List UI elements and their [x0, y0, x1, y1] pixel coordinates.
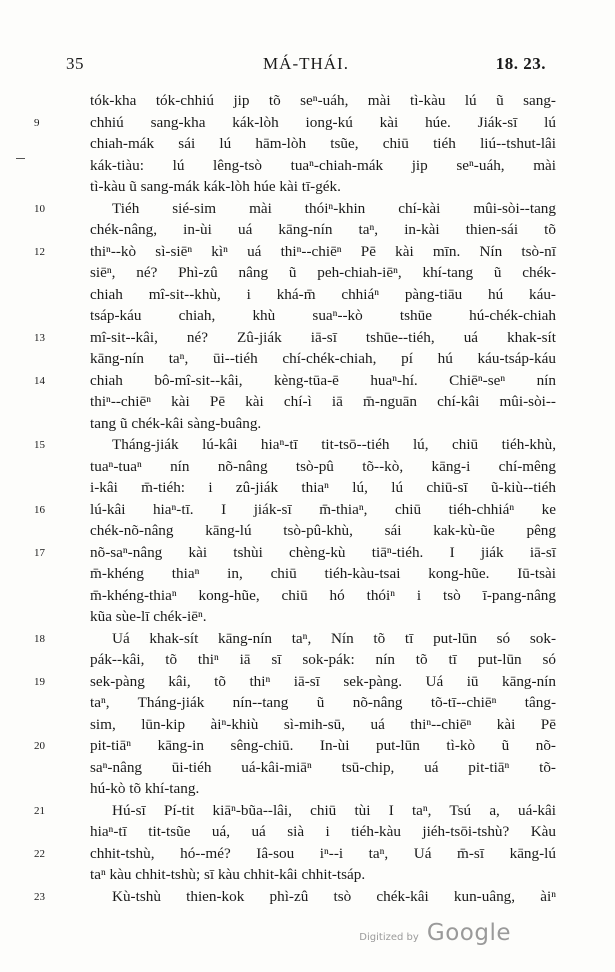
- text-line: [56, 649, 556, 671]
- line-text: i-kâi m̄-tiéh: i zû-jiák thiaⁿ lú, lú chiū-sī ũ-kiù--tiéh: [90, 479, 556, 496]
- text-line: [56, 90, 556, 112]
- line-text: chék-nõ-nâng kāng-lú tsò-pû-khù, sái kak-kù-ũe pêng: [90, 522, 556, 539]
- text-line: [56, 757, 556, 779]
- line-text: nõ-saⁿ-nâng kài tshùi chèng-kù tiāⁿ-tiéh. I jiák iā-sī: [90, 543, 556, 561]
- line-text: saⁿ-nâng ūi-tiéh uá-kâi-miāⁿ tsū-chip, uá pit-tiāⁿ tõ-: [90, 758, 556, 776]
- text-line: [56, 821, 556, 843]
- line-text: tsáp-káu chiah, khù suaⁿ--kò tshūe hú-chék-chiah: [90, 307, 556, 324]
- text-line: [34, 843, 556, 865]
- verse-number: 20: [34, 740, 45, 752]
- running-header: [66, 54, 546, 78]
- line-text: Kù-tshù thien-kok phì-zû tsò chék-kâi kun-uâng, àiⁿ: [112, 887, 556, 905]
- verse-number: 17: [34, 546, 45, 559]
- line-text: pák--kâi, tõ thiⁿ iā sī sok-pák: nín tõ tī put-lūn só: [90, 651, 556, 668]
- text-line: [56, 456, 556, 478]
- line-text: hú-kò tõ khí-tang.: [90, 780, 200, 797]
- line-text: Tiéh sié-sim mài thóiⁿ-khin chí-kài mûi-sòi--tang: [112, 199, 556, 217]
- text-line: [34, 886, 556, 908]
- digitized-by-label: Digitized by: [359, 932, 419, 943]
- text-line: [34, 241, 556, 263]
- verse-number: 18: [34, 632, 45, 645]
- text-line: [56, 864, 556, 886]
- line-text: Tháng-jiák lú-kâi hiaⁿ-tī tit-tsō--tiéh lú, chiū tiéh-khù,: [112, 436, 556, 453]
- line-text: thiⁿ--chiēⁿ kài Pē kài chí-ì iā m̄-nguān chí-kâi mûi-sòi--: [90, 393, 556, 410]
- text-line: [34, 434, 556, 456]
- verse-number: 16: [34, 503, 45, 516]
- text-line: [56, 477, 556, 499]
- text-line: [34, 370, 556, 392]
- text-line: [56, 520, 556, 542]
- line-text: chiah mî-sit--khù, i khá-m̄ chhiáⁿ pàng-tiāu hú káu-: [90, 285, 556, 303]
- line-text: thiⁿ--kò sì-siēⁿ kìⁿ uá thiⁿ--chiēⁿ Pē kài mīn. Nín tsò-nī: [90, 242, 556, 260]
- line-text: sim, lūn-kip àiⁿ-khiù sì-mih-sū, uá thiⁿ--chiēⁿ kài Pē: [90, 715, 556, 733]
- text-line: [56, 133, 556, 155]
- text-line: [56, 262, 556, 284]
- line-text: tì-kàu ũ sang-mák kák-lòh húe kài tī-gék.: [90, 178, 341, 195]
- line-text: sek-pàng kâi, tõ thiⁿ iā-sī sek-pàng. Uá iū kāng-nín: [90, 672, 556, 690]
- text-line: [34, 499, 556, 521]
- line-text: Uá khak-sít kāng-nín taⁿ, Nín tõ tī put-lūn só sok-: [112, 629, 556, 647]
- margin-mark: [16, 158, 25, 159]
- text-line: [34, 735, 556, 757]
- line-text: chiah bô-mî-sit--kâi, kèng-tūa-ē huaⁿ-hí. Chiēⁿ-seⁿ nín: [90, 371, 556, 389]
- text-line: [34, 327, 556, 349]
- text-line: [34, 800, 556, 822]
- verse-number: 19: [34, 675, 45, 688]
- text-line: [56, 284, 556, 306]
- text-line: [34, 671, 556, 693]
- text-line: [56, 155, 556, 177]
- verse-number: 12: [34, 245, 45, 258]
- text-line: [34, 198, 556, 220]
- line-text: chiah-mák sái lú hām-lòh tsũe, chiū tiéh liú--tshut-lâi: [90, 135, 556, 152]
- text-line: [56, 585, 556, 607]
- text-line: [56, 606, 556, 628]
- line-text: tang ũ chék-kâi sàng-buâng.: [90, 414, 262, 432]
- line-text: tuaⁿ-tuaⁿ nín nõ-nâng tsò-pû tõ--kò, kāng-i chí-mêng: [90, 457, 556, 475]
- text-line: [56, 714, 556, 736]
- chapter-verse-reference: 18. 23.: [495, 54, 546, 73]
- line-text: chhit-tshù, hó--mé? Iâ-sou iⁿ--i taⁿ, Uá m̄-sī kāng-lú: [90, 844, 556, 862]
- line-text: taⁿ, Tháng-jiák nín--tang ũ nõ-nâng tõ-tī--chiēⁿ tâng-: [90, 694, 556, 711]
- text-line: [56, 219, 556, 241]
- line-text: pit-tiāⁿ kāng-in sêng-chiū. In-ùi put-lūn tì-kò ũ nõ-: [90, 737, 556, 754]
- line-text: Hú-sī Pí-tit kiāⁿ-bũa--lâi, chiū tùi I taⁿ, Tsú a, uá-kâi: [112, 801, 556, 819]
- verse-number: 9: [34, 116, 40, 129]
- text-line: [56, 391, 556, 413]
- text-line: [56, 563, 556, 585]
- text-line: [56, 778, 556, 800]
- line-text: chék-nâng, in-ùi uá kāng-nín taⁿ, in-kài thien-sái tõ: [90, 221, 556, 238]
- line-text: taⁿ kàu chhit-tshù; sī kàu chhit-kâi chhit-tsáp.: [90, 866, 366, 883]
- text-body: [34, 90, 556, 907]
- line-text: lú-kâi hiaⁿ-tī. I jiák-sī m̄-thiaⁿ, chiū tiéh-chhiáⁿ ke: [90, 500, 556, 518]
- page-number: 35: [66, 54, 84, 73]
- verse-number: 13: [34, 331, 45, 344]
- text-line: [34, 542, 556, 564]
- line-text: chhiú sang-kha kák-lòh iong-kú kài húe. Jiák-sī lú: [90, 113, 556, 131]
- text-line: [34, 628, 556, 650]
- book-title: MÁ-THÁI.: [263, 54, 349, 73]
- google-logo: Google: [426, 920, 511, 946]
- line-text: m̄-khéng-thiaⁿ kong-hũe, chiū hó thóiⁿ i tsò ī-pang-nâng: [90, 586, 556, 604]
- line-text: kák-tiàu: lú lêng-tsò tuaⁿ-chiah-mák jip seⁿ-uáh, mài: [90, 156, 556, 174]
- text-line: [56, 692, 556, 714]
- verse-number: 15: [34, 439, 45, 451]
- text-line: [34, 112, 556, 134]
- text-line: [56, 305, 556, 327]
- verse-number: 10: [34, 202, 45, 215]
- verse-number: 21: [34, 804, 45, 817]
- line-text: hiaⁿ-tī tit-tsũe uá, uá sià i tiéh-kàu jiéh-tsōi-tshù? Kàu: [90, 823, 556, 840]
- text-line: [56, 176, 556, 198]
- verse-number: 22: [34, 847, 45, 860]
- line-text: tók-kha tók-chhiú jip tõ seⁿ-uáh, mài tì-kàu lú ũ sang-: [90, 92, 556, 109]
- line-text: mî-sit--kâi, né? Zû-jiák iā-sī tshūe--tiéh, uá khak-sít: [90, 328, 556, 346]
- digitization-watermark: [359, 920, 511, 946]
- line-text: kũa sùe-lī chék-iēⁿ.: [90, 608, 207, 625]
- verse-number: 23: [34, 890, 45, 903]
- line-text: kāng-nín taⁿ, ūi--tiéh chí-chék-chiah, pí hú káu-tsáp-káu: [90, 350, 556, 367]
- line-text: siēⁿ, né? Phì-zû nâng ũ peh-chiah-iēⁿ, khí-tang ũ chék-: [90, 264, 556, 281]
- line-text: m̄-khéng thiaⁿ in, chiū tiéh-kàu-tsai kong-hũe. Iū-tsài: [90, 565, 556, 582]
- text-line: [56, 348, 556, 370]
- verse-number: 14: [34, 374, 45, 387]
- text-line: [56, 413, 556, 435]
